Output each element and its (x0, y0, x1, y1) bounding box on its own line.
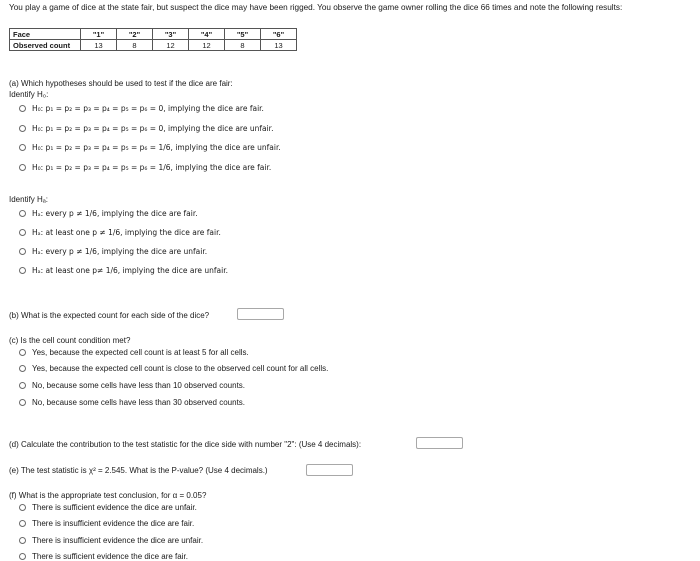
radio-button[interactable] (19, 520, 26, 527)
radio-button[interactable] (19, 248, 26, 255)
option-label: There is sufficient evidence the dice are unfair. (32, 503, 197, 512)
part-c-question: (c) Is the cell count condition met? (9, 336, 131, 345)
ha-option-2[interactable] (19, 228, 221, 237)
option-label: There is insufficient evidence the dice are unfair. (32, 536, 204, 545)
conclusion-option-1[interactable] (19, 503, 197, 512)
cell-condition-option-4[interactable] (19, 398, 245, 407)
option-label: H₀: p₁ = p₂ = p₃ = p₄ = p₅ = p₆ = 0, implying the dice are fair. (32, 104, 264, 113)
cell-condition-option-1[interactable] (19, 348, 249, 357)
conclusion-option-2[interactable] (19, 519, 194, 528)
part-b-question: (b) What is the expected count for each side of the dice? (9, 311, 210, 320)
p-value-input[interactable] (306, 464, 353, 476)
table-row-header: Observed count (10, 40, 81, 51)
radio-button[interactable] (19, 144, 26, 151)
option-label: H₀: p₁ = p₂ = p₃ = p₄ = p₅ = p₆ = 0, implying the dice are unfair. (32, 124, 274, 133)
radio-button[interactable] (19, 349, 26, 356)
ha-option-4[interactable] (19, 266, 228, 275)
part-f-question: (f) What is the appropriate test conclusion, for α = 0.05? (9, 491, 207, 500)
table-cell-count: 8 (117, 40, 153, 51)
part-a-question: (a) Which hypotheses should be used to test if the dice are fair: (9, 79, 233, 88)
radio-button[interactable] (19, 553, 26, 560)
table-cell-count: 13 (81, 40, 117, 51)
observed-counts-table (9, 28, 297, 51)
identify-h0-label: Identify H₀: (9, 90, 49, 99)
cell-condition-option-3[interactable] (19, 381, 245, 390)
h0-option-1[interactable] (19, 104, 264, 113)
radio-button[interactable] (19, 382, 26, 389)
table-row-header: Face (10, 29, 81, 40)
radio-button[interactable] (19, 125, 26, 132)
option-label: Hₐ: every p ≠ 1/6, implying the dice are unfair. (32, 247, 208, 256)
table-cell-face: "1" (81, 29, 117, 40)
radio-button[interactable] (19, 210, 26, 217)
radio-button[interactable] (19, 164, 26, 171)
table-cell-face: "4" (189, 29, 225, 40)
problem-intro: You play a game of dice at the state fair, but suspect the dice may have been rigged. You observe the game owner rolling the dice 66 times and note the following results: (9, 3, 623, 12)
radio-button[interactable] (19, 537, 26, 544)
conclusion-option-3[interactable] (19, 536, 203, 545)
h0-option-2[interactable] (19, 124, 273, 133)
ha-option-1[interactable] (19, 209, 198, 218)
table-cell-face: "2" (117, 29, 153, 40)
table-cell-count: 12 (189, 40, 225, 51)
option-label: Yes, because the expected cell count is close to the observed cell count for all cells. (32, 364, 329, 373)
h0-option-3[interactable] (19, 143, 281, 152)
radio-button[interactable] (19, 504, 26, 511)
conclusion-option-4[interactable] (19, 552, 188, 561)
table-cell-face: "5" (225, 29, 261, 40)
option-label: No, because some cells have less than 30 observed counts. (32, 398, 246, 407)
h0-option-4[interactable] (19, 163, 271, 172)
radio-button[interactable] (19, 267, 26, 274)
option-label: Hₐ: at least one p ≠ 1/6, implying the dice are fair. (32, 228, 221, 237)
option-label: H₀: p₁ = p₂ = p₃ = p₄ = p₅ = p₆ = 1/6, implying the dice are unfair. (32, 143, 281, 152)
radio-button[interactable] (19, 365, 26, 372)
radio-button[interactable] (19, 105, 26, 112)
option-label: There is insufficient evidence the dice are fair. (32, 519, 195, 528)
radio-button[interactable] (19, 229, 26, 236)
option-label: Yes, because the expected cell count is at least 5 for all cells. (32, 348, 249, 357)
table-cell-face: "6" (261, 29, 297, 40)
contribution-input[interactable] (416, 437, 463, 449)
table-cell-count: 8 (225, 40, 261, 51)
table-row (10, 40, 297, 51)
part-e-question: (e) The test statistic is χ² = 2.545. What is the P-value? (Use 4 decimals.) (9, 466, 268, 475)
expected-count-input[interactable] (237, 308, 284, 320)
identify-ha-label: Identify Hₐ: (9, 195, 48, 204)
cell-condition-option-2[interactable] (19, 364, 328, 373)
table-cell-face: "3" (153, 29, 189, 40)
option-label: H₀: p₁ = p₂ = p₃ = p₄ = p₅ = p₆ = 1/6, implying the dice are fair. (32, 163, 272, 172)
table-cell-count: 12 (153, 40, 189, 51)
option-label: Hₐ: at least one p≠ 1/6, implying the dice are unfair. (32, 266, 228, 275)
option-label: There is sufficient evidence the dice are fair. (32, 552, 188, 561)
option-label: No, because some cells have less than 10 observed counts. (32, 381, 246, 390)
table-row (10, 29, 297, 40)
table-cell-count: 13 (261, 40, 297, 51)
radio-button[interactable] (19, 399, 26, 406)
option-label: Hₐ: every p ≠ 1/6, implying the dice are fair. (32, 209, 198, 218)
ha-option-3[interactable] (19, 247, 207, 256)
part-d-question: (d) Calculate the contribution to the test statistic for the dice side with number "2": (Use 4 decimals): (9, 440, 362, 449)
